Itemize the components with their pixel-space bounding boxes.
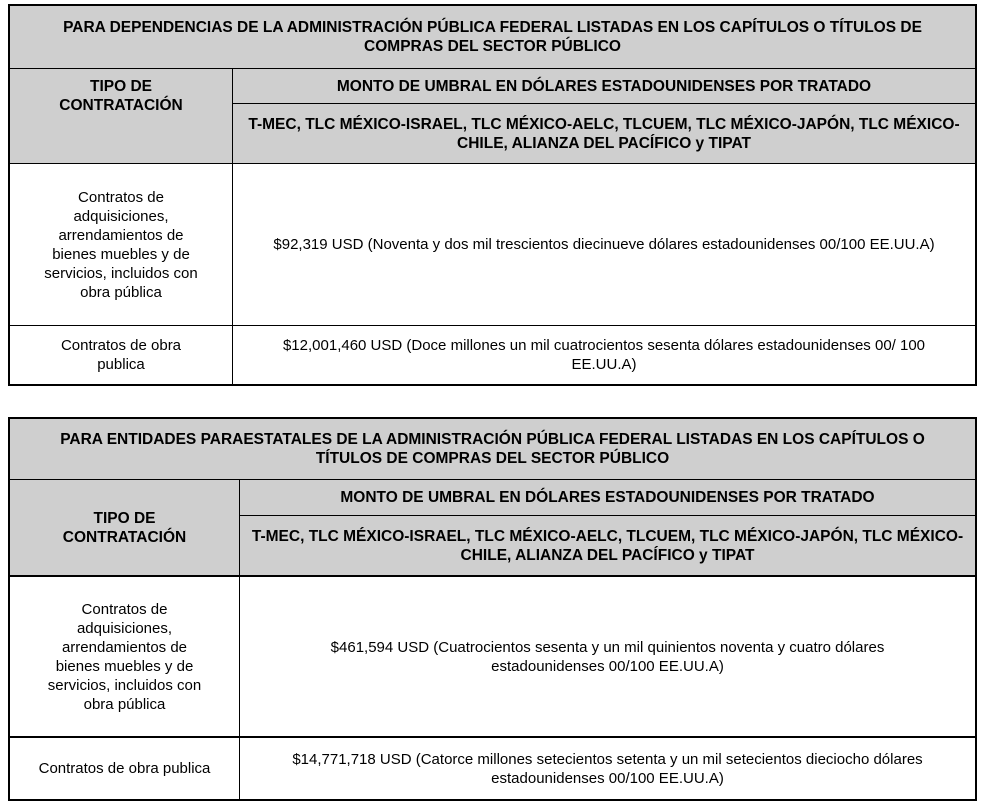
- column-header-tipo: [10, 479, 239, 575]
- table-title: [10, 6, 975, 68]
- column-header-tratados-text: T-MEC, TLC MÉXICO-ISRAEL, TLC MÉXICO-AELC, TLCUEM, TLC MÉXICO-JAPÓN, TLC MÉXICO-CHILE, ALIANZA DEL PACÍFICO y TIPAT: [251, 527, 964, 564]
- table-row-monto: [239, 736, 975, 799]
- row-monto-text: $14,771,718 USD (Catorce millones setecientos setenta y un mil setecientos dieciocho dólares estadounidenses 00/100 EE.UU.A): [292, 750, 923, 787]
- row-tipo-text: Contratos de obra publica: [60, 337, 182, 373]
- column-header-monto: [239, 479, 975, 515]
- column-header-monto-text: MONTO DE UMBRAL EN DÓLARES ESTADOUNIDENSES POR TRATADO: [336, 77, 872, 95]
- table-row-monto: [239, 575, 975, 736]
- table-row-tipo: [10, 736, 239, 799]
- table-row-tipo: [10, 575, 239, 736]
- column-header-tipo: [10, 68, 232, 163]
- row-monto-text: $461,594 USD (Cuatrocientos sesenta y un mil quinientos noventa y cuatro dólares estadounidenses 00/100 EE.UU.A): [330, 638, 885, 675]
- column-header-tratados-text: T-MEC, TLC MÉXICO-ISRAEL, TLC MÉXICO-AELC, TLCUEM, TLC MÉXICO-JAPÓN, TLC MÉXICO-CHILE, ALIANZA DEL PACÍFICO y TIPAT: [248, 115, 960, 152]
- row-monto-text: $12,001,460 USD (Doce millones un mil cuatrocientos sesenta dólares estadounidenses 00/ 100 EE.UU.A): [282, 337, 926, 373]
- table-row-tipo: [10, 163, 232, 325]
- column-header-tratados: [239, 515, 975, 575]
- table-title-text: PARA DEPENDENCIAS DE LA ADMINISTRACIÓN PÚBLICA FEDERAL LISTADAS EN LOS CAPÍTULOS O TÍTULOS DE COMPRAS DEL SECTOR PÚBLICO: [63, 19, 922, 55]
- column-header-tipo-text: TIPO DE CONTRATACIÓN: [62, 509, 187, 546]
- row-tipo-text: Contratos de adquisiciones, arrendamientos de bienes muebles y de servicios, incluidos con obra pública: [47, 600, 202, 713]
- row-monto-text: $92,319 USD (Noventa y dos mil trescientos diecinueve dólares estadounidenses 00/100 EE.UU.A): [273, 236, 935, 253]
- row-tipo-text: Contratos de obra publica: [38, 760, 211, 777]
- table-title: [10, 419, 975, 479]
- table-row-monto: [232, 325, 975, 384]
- table-row-tipo: [10, 325, 232, 384]
- column-header-monto-text: MONTO DE UMBRAL EN DÓLARES ESTADOUNIDENSES POR TRATADO: [340, 489, 875, 506]
- threshold-table-entidades: [8, 417, 977, 801]
- row-tipo-text: Contratos de adquisiciones, arrendamientos de bienes muebles y de servicios, incluidos con obra pública: [44, 188, 198, 301]
- threshold-table-dependencias: [8, 4, 977, 386]
- column-header-tipo-text: TIPO DE CONTRATACIÓN: [59, 78, 183, 114]
- table-title-text: PARA ENTIDADES PARAESTATALES DE LA ADMINISTRACIÓN PÚBLICA FEDERAL LISTADAS EN LOS CAPÍTULOS O TÍTULOS DE COMPRAS DEL SECTOR PÚBLICO: [60, 431, 925, 467]
- column-header-monto: [232, 68, 975, 103]
- column-header-tratados: [232, 103, 975, 163]
- table-row-monto: [232, 163, 975, 325]
